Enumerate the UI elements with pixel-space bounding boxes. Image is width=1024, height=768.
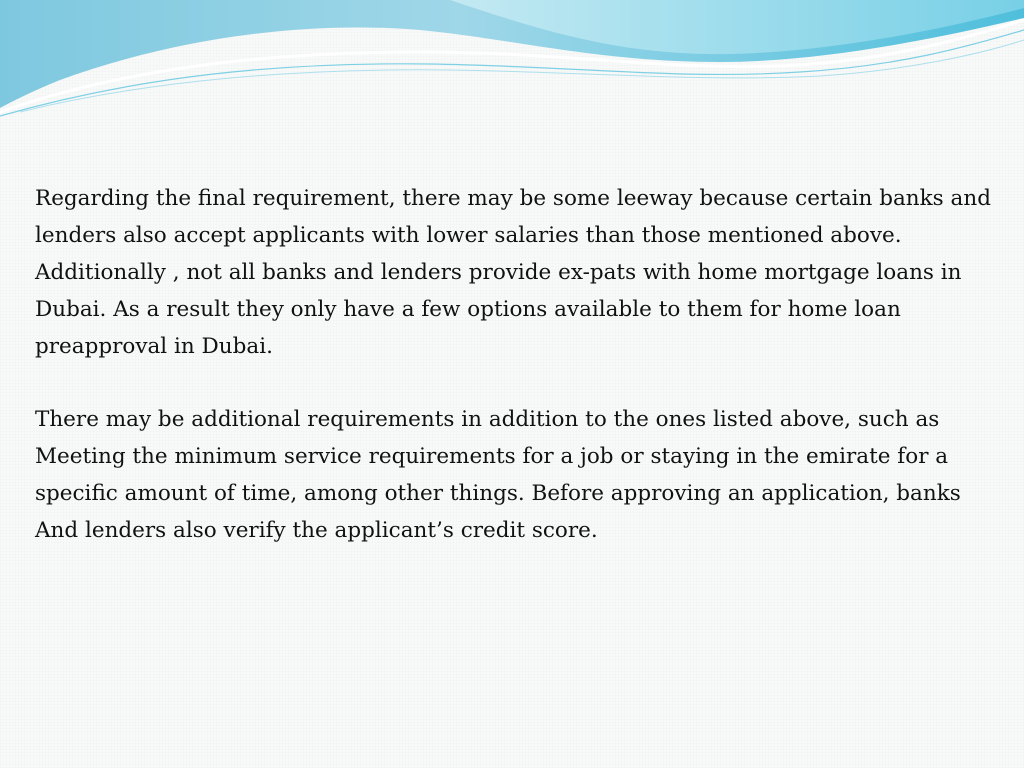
text-line: Regarding the final requirement, there may be some leeway because certain banks and xyxy=(35,186,991,211)
text-line: lenders also accept applicants with lower salaries than those mentioned above. xyxy=(35,223,902,248)
text-line: And lenders also verify the applicant’s credit score. xyxy=(35,518,598,543)
text-line: preapproval in Dubai. xyxy=(35,334,273,359)
header-wave-decoration xyxy=(0,0,1024,120)
text-line: Additionally , not all banks and lenders provide ex-pats with home mortgage loans in xyxy=(35,260,962,285)
body-text xyxy=(35,180,995,585)
wave-line-accent-2 xyxy=(20,40,1024,112)
text-line: specific amount of time, among other things. Before approving an application, banks xyxy=(35,481,961,506)
text-line: There may be additional requirements in addition to the ones listed above, such as xyxy=(35,407,940,432)
paragraph-additional-requirements xyxy=(35,401,995,549)
wave-shape-highlight xyxy=(450,0,1024,54)
text-line: Dubai. As a result they only have a few options available to them for home loan xyxy=(35,297,901,322)
text-line: Meeting the minimum service requirements for a job or staying in the emirate for a xyxy=(35,444,949,469)
paragraph-final-requirement xyxy=(35,180,995,365)
